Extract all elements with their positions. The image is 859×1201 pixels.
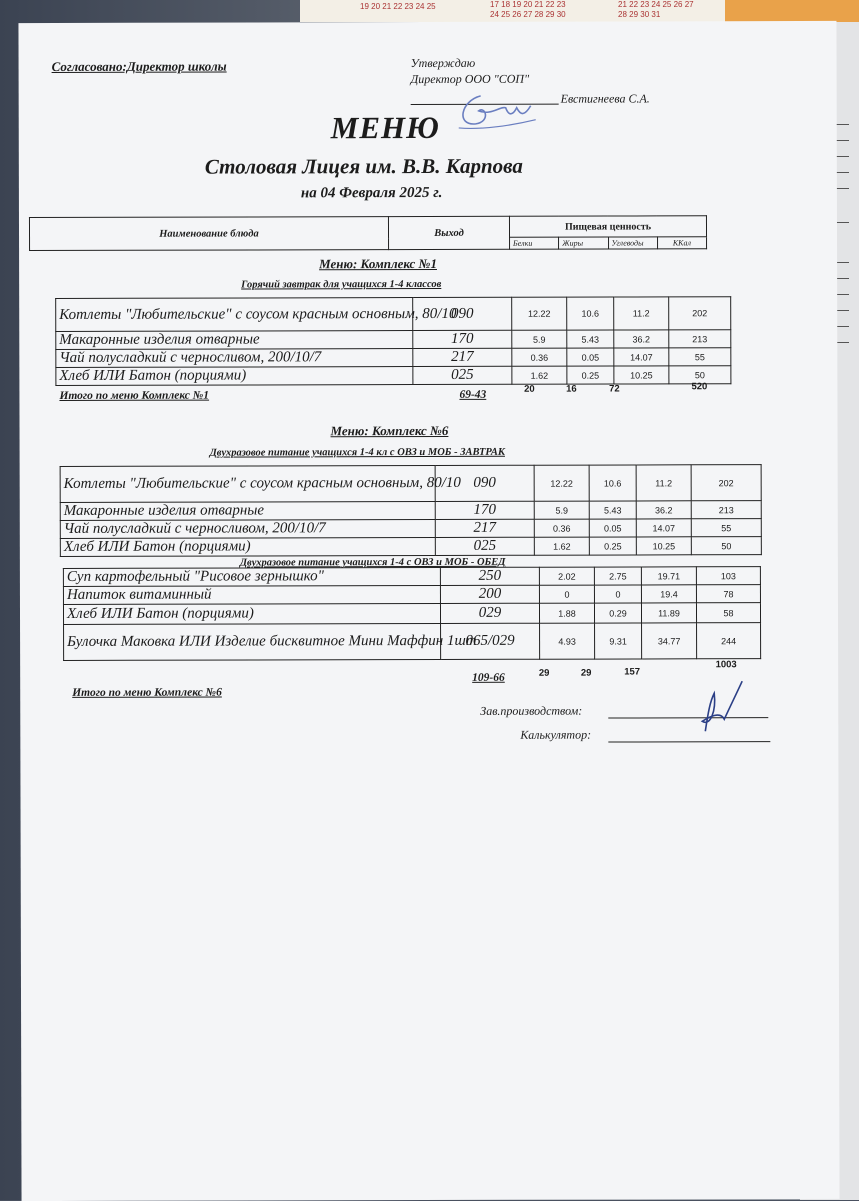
dish-fats: 0.05: [589, 519, 636, 537]
dish-proteins: 0: [539, 585, 594, 603]
dish-carbs: 19.71: [641, 567, 696, 585]
dish-proteins: 0.36: [512, 348, 567, 366]
dish-carbs: 14.07: [636, 519, 691, 537]
calculator-label: Калькулятор:: [520, 727, 592, 742]
complex1-total-fats: 16: [566, 383, 577, 395]
dish-fats: 10.6: [567, 297, 614, 330]
dish-name: Чай полусладкий с черносливом, 200/10/7: [60, 519, 435, 538]
dish-name: Котлеты "Любительские" с соусом красным основным, 80/10: [60, 465, 435, 502]
header-carbs: Углеводы: [608, 237, 657, 249]
table-row: [56, 348, 731, 368]
table-row: [60, 465, 761, 503]
menu-date: на 04 Февраля 2025 г.: [300, 184, 443, 202]
table-row: [63, 567, 760, 587]
dish-output: 025: [413, 366, 512, 384]
calendar-strip-right: 21 22 23 24 25 26 27 28 29 30 31: [610, 0, 725, 22]
complex1-total-proteins: 20: [524, 383, 535, 395]
complex6-title: Меню: Комплекс №6: [330, 422, 449, 439]
dish-name: Хлеб ИЛИ Батон (порциями): [56, 367, 413, 386]
complex1-table: [55, 296, 731, 386]
dish-name: Макаронные изделия отварные: [60, 501, 435, 520]
dish-name: Макаронные изделия отварные: [56, 331, 413, 350]
dish-output: 090: [435, 465, 534, 501]
complex6-total-carbs: 157: [624, 666, 641, 678]
dish-output: 217: [413, 348, 512, 366]
dish-name: Напиток витаминный: [63, 585, 440, 604]
dish-kcal: 202: [691, 465, 761, 501]
dish-fats: 0.25: [567, 366, 614, 384]
dish-proteins: 0.36: [534, 519, 589, 537]
calendar-edge: [725, 0, 859, 22]
dish-kcal: 55: [691, 519, 761, 537]
director-signature: [451, 86, 541, 136]
complex6-lunch-table: [63, 566, 761, 661]
dish-name: Хлеб ИЛИ Батон (порциями): [63, 603, 440, 624]
director-name: Евстигнеева С.А.: [560, 91, 650, 106]
dish-proteins: 5.9: [534, 501, 589, 519]
complex6-total-label: Итого по меню Комплекс №6: [72, 686, 222, 699]
dish-carbs: 10.25: [614, 366, 669, 384]
dish-proteins: 4.93: [540, 623, 595, 659]
table-row: [56, 297, 731, 332]
dish-name: Булочка Маковка ИЛИ Изделие бисквитное Мини Маффин 1шт: [64, 623, 441, 660]
calculator-signature-line: [608, 741, 770, 742]
complex1-total-carbs: 72: [609, 383, 620, 395]
table-row: [63, 585, 760, 605]
menu-sheet: [18, 21, 839, 1201]
dish-proteins: 2.02: [539, 567, 594, 585]
header-nutrition: Пищевая ценность: [509, 216, 706, 238]
dish-name: Суп картофельный "Рисовое зернышко": [63, 567, 440, 586]
dish-proteins: 5.9: [512, 330, 567, 348]
dish-fats: 0.05: [567, 348, 614, 366]
manager-label: Зав.производством:: [480, 703, 583, 718]
complex1-title: Меню: Комплекс №1: [319, 255, 437, 272]
dish-carbs: 36.2: [636, 501, 691, 519]
manager-signature: [680, 671, 750, 741]
dish-fats: 5.43: [589, 501, 636, 519]
confirm-label: Утверждаю: [410, 55, 476, 71]
complex1-total-kcal: 520: [691, 381, 708, 393]
dish-output: 090: [413, 297, 512, 330]
dish-kcal: 244: [697, 623, 761, 659]
dish-kcal: 78: [696, 585, 760, 603]
dish-fats: 2.75: [594, 567, 641, 585]
dish-kcal: 202: [669, 297, 731, 330]
dish-fats: 9.31: [595, 623, 642, 659]
complex6-breakfast-table: [60, 464, 762, 557]
complex6-section-breakfast: Двухразовое питание учащихся 1-4 кл с ОВЗ и МОБ - ЗАВТРАК: [209, 446, 506, 459]
table-row: [60, 501, 761, 521]
complex6-section-lunch: Двухразовое питание учащихся 1-4 с ОВЗ и МОБ - ОБЕД: [239, 556, 506, 569]
table-row: [56, 330, 731, 350]
dish-name: Хлеб ИЛИ Батон (порциями): [60, 537, 435, 556]
page-subtitle: Столовая Лицея им. В.В. Карпова: [204, 153, 523, 179]
dish-proteins: 1.88: [539, 603, 594, 623]
complex6-total-price: 109-66: [472, 671, 505, 684]
dish-output: 025: [435, 537, 534, 555]
dish-output: 217: [435, 519, 534, 537]
dish-carbs: 11.2: [614, 297, 669, 330]
complex1-total-price: 69-43: [459, 388, 487, 401]
dish-output: 170: [435, 501, 534, 519]
column-header-table: [29, 215, 707, 251]
dish-kcal: 55: [669, 348, 731, 366]
dish-carbs: 14.07: [614, 348, 669, 366]
dish-output: 250: [440, 567, 539, 585]
director-label: Директор ООО "СОП": [410, 71, 530, 87]
complex1-section: Горячий завтрак для учащихся 1-4 классов: [241, 278, 442, 291]
dish-carbs: 11.2: [636, 465, 691, 501]
dish-output: 065/029: [441, 623, 540, 659]
dish-kcal: 213: [691, 501, 761, 519]
dish-proteins: 1.62: [534, 537, 589, 555]
dish-name: Котлеты "Любительские" с соусом красным основным, 80/10: [56, 298, 413, 332]
dish-carbs: 36.2: [614, 330, 669, 348]
table-row: [64, 623, 761, 661]
header-fats: Жиры: [559, 237, 608, 249]
dish-kcal: 213: [669, 330, 731, 348]
header-kcal: ККал: [657, 237, 706, 249]
dish-carbs: 34.77: [642, 623, 697, 659]
dish-proteins: 12.22: [512, 297, 567, 330]
complex1-total-label: Итого по меню Комплекс №1: [59, 389, 210, 402]
dish-fats: 5.43: [567, 330, 614, 348]
header-output: Выход: [388, 216, 509, 249]
dish-fats: 0.25: [589, 537, 636, 555]
table-row: [63, 603, 760, 625]
table-row: [60, 537, 761, 557]
dish-output: 029: [440, 603, 539, 623]
header-dish: Наименование блюда: [29, 217, 388, 251]
dish-output: 200: [440, 585, 539, 603]
dish-proteins: 1.62: [512, 366, 567, 384]
dish-kcal: 103: [696, 567, 760, 585]
calendar-strip-middle: 17 18 19 20 21 22 23 24 25 26 27 28 29 30: [470, 0, 610, 22]
dish-proteins: 12.22: [534, 465, 589, 501]
header-proteins: Белки: [510, 237, 559, 249]
calendar-strip-left: 19 20 21 22 23 24 25: [300, 0, 470, 22]
approved-by: Согласовано:Директор школы: [51, 58, 227, 74]
dish-carbs: 10.25: [636, 537, 691, 555]
complex6-total-fats: 29: [580, 667, 592, 679]
dish-kcal: 50: [691, 537, 761, 555]
dish-kcal: 58: [696, 603, 760, 623]
dish-carbs: 19.4: [641, 585, 696, 603]
table-row: [60, 519, 761, 539]
dish-name: Чай полусладкий с черносливом, 200/10/7: [56, 349, 413, 368]
dish-fats: 10.6: [589, 465, 636, 501]
complex6-total-kcal: 1003: [715, 659, 737, 671]
dish-output: 170: [413, 330, 512, 348]
dish-fats: 0.29: [594, 603, 641, 623]
page-title: МЕНЮ: [330, 109, 440, 146]
complex6-total-proteins: 29: [538, 667, 550, 679]
dish-fats: 0: [594, 585, 641, 603]
dish-kcal: 50: [669, 366, 731, 384]
dish-carbs: 11.89: [641, 603, 696, 623]
